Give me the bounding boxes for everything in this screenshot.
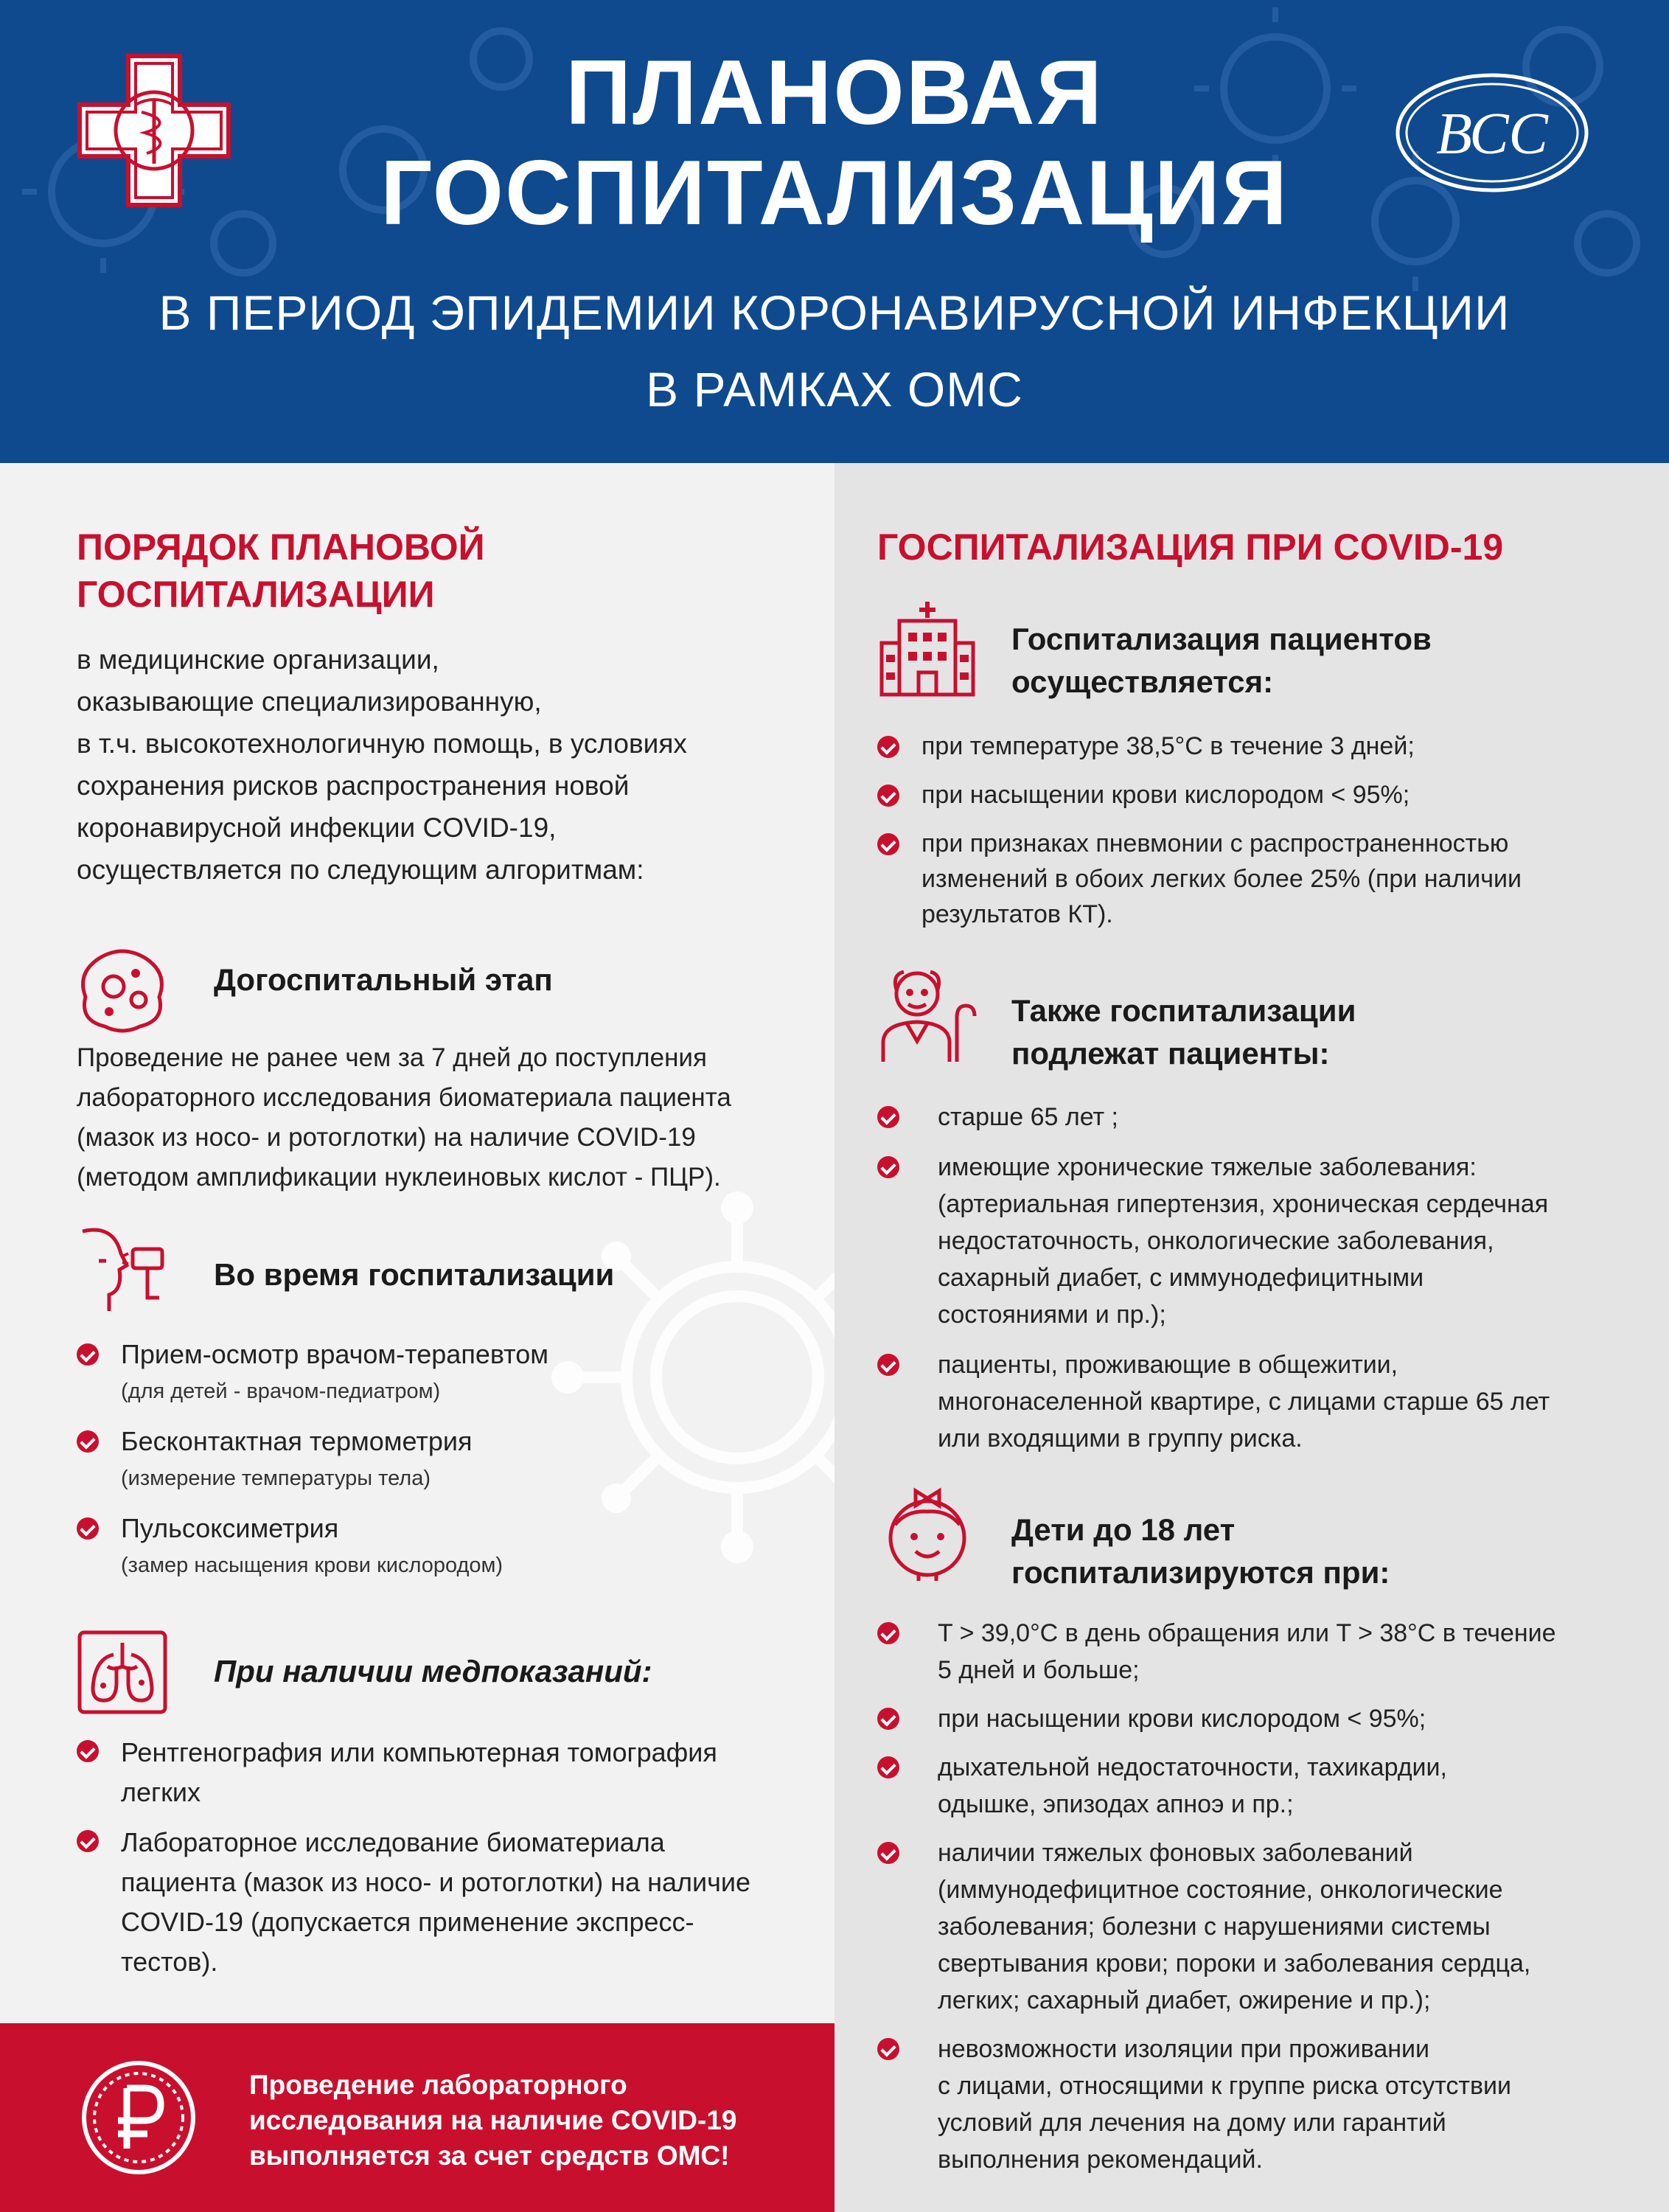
list-item-line: при признаках пневмонии с распространенностью (921, 830, 1509, 858)
list-item-line: наличии тяжелых фоновых заболеваний (938, 1839, 1413, 1867)
list-item (877, 728, 1659, 764)
left-section-title (77, 524, 784, 618)
list-item-line: COVID-19 (допускается применение экспресс- (121, 1907, 694, 1937)
list-item-line: Лабораторное исследование биоматериала (121, 1827, 665, 1857)
check-icon (877, 736, 899, 758)
list-item-line: при насыщении крови кислородом < 95%; (938, 1705, 1426, 1733)
check-icon (77, 1830, 99, 1852)
list-item-line: состояниями и пр.); (938, 1301, 1166, 1329)
list-item-line: дыхательной недостаточности, тахикардии, (938, 1753, 1447, 1781)
lungs-xray-icon (77, 1630, 168, 1715)
virus-cell-icon (77, 944, 168, 1035)
during-list (77, 1336, 814, 1584)
check-icon (877, 1622, 899, 1644)
list-item-line: или входящими в группу риска. (938, 1425, 1303, 1453)
check-icon (877, 1756, 899, 1778)
check-icon (77, 1343, 99, 1366)
list-item-line: (иммунодефицитное состояние, онкологические (938, 1876, 1503, 1904)
list-item-line: при температуре 38,5°С в течение 3 дней; (921, 732, 1415, 760)
prehospital-line: (методом амплификации нуклеиновых кислот - ПЦР). (77, 1163, 721, 1192)
list-item-line: результатов КТ). (921, 900, 1113, 928)
list-item-text: Бесконтактная термометрия (121, 1426, 473, 1456)
block2-title-line: Также госпитализации (1011, 993, 1356, 1028)
list-item (77, 1823, 821, 1982)
list-item (77, 1510, 814, 1584)
title-line-2: ГОСПИТАЛИЗАЦИЯ (380, 142, 1289, 244)
list-item-line: заболевания; болезни с нарушениями системы (938, 1913, 1491, 1941)
list-item-line: легких; сахарный диабет, ожирение и пр.); (938, 1986, 1431, 2014)
list-item-line: старше 65 лет ; (938, 1103, 1118, 1131)
footer-line: выполняется за счет средств ОМС! (249, 2140, 730, 2171)
list-item-line: пациенты, проживающие в общежитии, (938, 1351, 1398, 1379)
list-item (877, 2031, 1659, 2178)
list-item (877, 1749, 1659, 1823)
header-banner (0, 0, 1669, 463)
elderly-person-icon (877, 964, 978, 1065)
thermometer-face-icon (77, 1224, 173, 1315)
page-subtitle (0, 274, 1669, 428)
list-item (877, 1700, 1659, 1737)
child-girl-icon (877, 1481, 978, 1581)
list-item (877, 1615, 1659, 1688)
left-section-title-line-1: ПОРЯДОК ПЛАНОВОЙ (77, 526, 485, 568)
indications-list (77, 1733, 821, 1982)
list-item-line: изменений в обоих легких более 25% (при наличии (921, 865, 1522, 893)
prehospital-line: (мазок из носо- и ротоглотки) на наличие COVID-19 (77, 1123, 696, 1152)
block1-title-line: осуществляется: (1011, 664, 1274, 699)
check-icon (877, 1106, 899, 1128)
subtitle-line-1: В ПЕРИОД ЭПИДЕМИИ КОРОНАВИРУСНОЙ ИНФЕКЦИИ (158, 285, 1511, 340)
check-icon (77, 1430, 99, 1453)
title-line-1: ПЛАНОВАЯ (565, 42, 1104, 144)
block1-title (1011, 618, 1432, 703)
block1-title-line: Госпитализация пациентов (1011, 622, 1432, 656)
list-item (877, 1346, 1659, 1457)
check-icon (877, 1842, 899, 1864)
block2-list (877, 1099, 1659, 1457)
hospital-building-icon (877, 599, 978, 699)
list-item (877, 1099, 1659, 1135)
prehospital-line: Проведение не ранее чем за 7 дней до поступления (77, 1043, 707, 1072)
list-item-line: Рентгенография или компьютерная томография (121, 1737, 717, 1767)
check-icon (77, 1517, 99, 1540)
list-item-note: (для детей - врачом-педиатром) (121, 1380, 441, 1403)
list-item-line: легких (121, 1777, 201, 1807)
list-item-text: Прием-осмотр врачом-терапевтом (121, 1339, 549, 1369)
footer-line: Проведение лабораторного (249, 2070, 627, 2100)
list-item-line: с лицами, относящими к группе риска отсутствии (938, 2072, 1511, 2100)
prehospital-line: лабораторного исследования биоматериала пациента (77, 1083, 731, 1112)
intro-line: в медицинские организации, (77, 644, 439, 675)
block3-list (877, 1615, 1659, 2178)
list-item-line: выполнения рекомендаций. (938, 2146, 1263, 2174)
footer-text (249, 2067, 809, 2174)
left-section-title-line-2: ГОСПИТАЛИЗАЦИИ (77, 574, 435, 615)
list-item-line: сахарный диабет, с иммунодефицитными (938, 1264, 1424, 1292)
list-item-line: при насыщении крови кислородом < 95%; (921, 781, 1410, 809)
footer-banner (0, 2023, 834, 2212)
list-item (877, 826, 1659, 932)
list-item-note: (замер насыщения крови кислородом) (121, 1554, 504, 1577)
intro-line: в т.ч. высокотехнологичную помощь, в условиях (77, 728, 687, 759)
footer-line: исследования на наличие COVID-19 (249, 2105, 737, 2135)
block2-title-line: подлежат пациенты: (1011, 1036, 1330, 1071)
list-item-line: имеющие хронические тяжелые заболевания: (938, 1153, 1477, 1181)
list-item-line: T > 39,0°С в день обращения или T > 38°С в течение (938, 1619, 1556, 1647)
list-item (877, 1834, 1659, 2019)
vss-logo-icon (1393, 71, 1591, 195)
subtitle-line-2: В РАМКАХ ОМС (646, 362, 1023, 417)
intro-line: коронавирусной инфекции COVID-19, (77, 813, 557, 843)
intro-line: оказывающие специализированную, (77, 686, 542, 717)
list-item (877, 1149, 1659, 1333)
check-icon (877, 1354, 899, 1376)
block3-title-line: Дети до 18 лет (1011, 1512, 1236, 1547)
intro-line: осуществляется по следующим алгоритмам: (77, 855, 644, 885)
list-item (77, 1423, 814, 1497)
list-item-line: недостаточность, онкологические заболевания, (938, 1227, 1494, 1255)
during-title: Во время госпитализации (214, 1257, 615, 1292)
list-item-line: одышке, эпизодах апноэ и пр.; (938, 1790, 1294, 1818)
list-item-line: пациента (мазок из носо- и ротоглотки) на наличие (121, 1867, 751, 1897)
prehospital-text (77, 1038, 829, 1197)
list-item-line: тестов). (121, 1947, 218, 1977)
prehospital-title: Догоспитальный этап (214, 962, 553, 997)
check-icon (877, 1708, 899, 1730)
list-item-line: 5 дней и больше; (938, 1656, 1140, 1684)
list-item-note: (измерение температуры тела) (121, 1467, 431, 1490)
intro-line: сохранения рисков распространения новой (77, 771, 630, 801)
list-item-line: многонаселенной квартире, с лицами старше 65 лет (938, 1388, 1550, 1416)
check-icon (77, 1740, 99, 1762)
list-item (77, 1733, 821, 1812)
left-column (0, 463, 834, 2212)
block3-title-line: госпитализируются при: (1011, 1555, 1390, 1590)
block1-list (877, 728, 1659, 932)
vss-logo-text: ВСС (1436, 102, 1548, 167)
left-intro-text (77, 639, 814, 891)
check-icon (877, 1156, 899, 1178)
list-item (877, 777, 1659, 813)
check-icon (877, 2038, 899, 2060)
list-item-line: (артериальная гипертензия, хроническая сердечная (938, 1190, 1549, 1218)
right-column (834, 463, 1669, 2212)
list-item-line: невозможности изоляции при проживании (938, 2035, 1430, 2063)
check-icon (877, 833, 899, 855)
block2-title (1011, 990, 1356, 1075)
list-item-text: Пульсоксиметрия (121, 1513, 339, 1543)
block3-title (1011, 1509, 1390, 1594)
indications-title: При наличии медпоказаний: (214, 1654, 652, 1688)
right-section-title: ГОСПИТАЛИЗАЦИЯ ПРИ COVID-19 (877, 526, 1504, 568)
list-item-line: условий для лечения на дому или гарантий (938, 2109, 1446, 2137)
ruble-coin-icon (80, 2059, 198, 2177)
list-item (77, 1336, 814, 1410)
check-icon (877, 785, 899, 807)
list-item-line: свертывания крови; пороки и заболевания сердца, (938, 1950, 1531, 1978)
